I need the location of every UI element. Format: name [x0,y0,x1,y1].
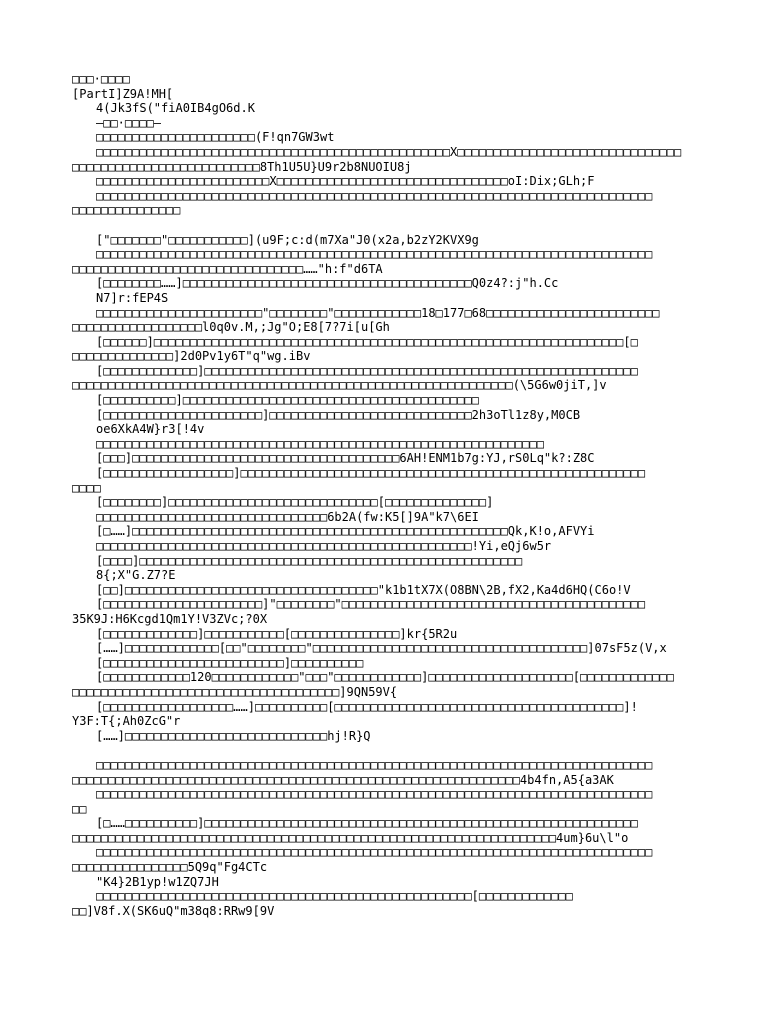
text-line: □□□□□□□□□□□□□□□□□□□□□□□□X□□□□□□□□□□□□□□□□□□□□□□□□□□□□□□□□oI:Dix;GLh;F [96,174,595,189]
text-line: [□□□□□□□□□□□□□□□□□□……]□□□□□□□□□□[□□□□□□□□□□□□□□□□□□□□□□□□□□□□□□□□□□□□□□□□]! [96,699,638,714]
text-line: Y3F:T{;Ah0ZcG"r [72,714,181,729]
text-line: ["□□□□□□□"□□□□□□□□□□□](u9F;c:d(m7Xa"J0(x2a,b2zY2KVX9g [96,232,479,247]
text-line: □□□□□□□□□□□□□□□□□□□□□□□"□□□□□□□□"□□□□□□□□□□□□18□177□68□□□□□□□□□□□□□□□□□□□□□□□□ [96,305,660,320]
text-line: oe6XkA4W}r3[!4v [96,422,205,437]
text-line: □□□□□□□□□□□□□□□□□□□□□□□□□□□□□□□□……"h:f"d6TA [72,261,383,276]
text-line: □□□□□□□□□□□□□□□□□□□□□□□□□□□□□□□□□□□□□□□□□□□□□□□□□□□□□□□□□□□□□□□□□□□4um}6u\l"o [72,830,629,845]
text-line: □□□□□□□□□□□□□□□ [72,203,181,218]
text-line: [□□□□□□□□□□□□120□□□□□□□□□□□□"□□□"□□□□□□□□□□□□]□□□□□□□□□□□□□□□□□□□□[□□□□□□□□□□□□□ [96,670,674,685]
text-line: □□□□□□□□□□□□□□□□□□□□□□□□□□□□□□□□□□□□□□□□□□□□□□□□□□□□□□□□□□□□□□ [96,436,544,451]
text-line: 8{;X"G.Z7?E [96,568,176,583]
text-line: □□□□□□□□□□□□□□□□□□□□□□□□□□□□□□□□□□□□□□□□□□□□□□□□□X□□□□□□□□□□□□□□□□□□□□□□□□□□□□□□□ [96,144,682,159]
text-line: □□□□□□□□□□□□□□□□□□□□□□□□□□□□□□□□6b2A(fw:K5[]9A"k7\6EI [96,509,479,524]
text-line: □□]V8f.X(SK6uQ"m38q8:RRw9[9V [72,903,275,918]
text-line: □□□□□□□□□□□□□□□□□□□□□□□□□□□□□□□□□□□□□□□□□□□□□□□□□□□□□□□□□□□□□(\5G6w0jiT,]v [72,378,607,393]
text-line: [□□□□□□□□□□□□□]□□□□□□□□□□□□□□□□□□□□□□□□□□□□□□□□□□□□□□□□□□□□□□□□□□□□□□□□□□□□ [96,363,638,378]
text-line: □□□□ [72,480,101,495]
text-line: [□□□□□□□□□□]□□□□□□□□□□□□□□□□□□□□□□□□□□□□□□□□□□□□□□□□□ [96,393,479,408]
text-line: □□□□□□□□□□□□□□□□□□□□□□□□□□8Th1U5U}U9r2b8NUOIU8j [72,159,412,174]
text-line: □□□□□□□□□□□□□□□□□□□□□□□□□□□□□□□□□□□□□□□□□□□□□□□□□□□□□□□□□□□□□□4b4fn,A5{a3AK [72,772,614,787]
text-line: [□□□□□□□□□□□□□□□□□□□□□□□□□]□□□□□□□□□□ [96,655,364,670]
text-line: [□□□]□□□□□□□□□□□□□□□□□□□□□□□□□□□□□□□□□□□□□6AH!ENM1b7g:YJ,rS0Lq"k?:Z8C [96,451,595,466]
text-line: [……]□□□□□□□□□□□□□[□□"□□□□□□□□"□□□□□□□□□□□□□□□□□□□□□□□□□□□□□□□□□□□□□□]07sF5z(V,x [96,641,667,656]
text-line: [□□□□□□□□……]□□□□□□□□□□□□□□□□□□□□□□□□□□□□□□□□□□□□□□□□Q0z4?:j"h.Cc [96,276,559,291]
text-line: □□□□□□□□□□□□□□□□□□□□□□□□□□□□□□□□□□□□□□□□□□□□□□□□□□□□□□□□□□□□□□□□□□□□□□□□□□□□□ [96,787,653,802]
text-line: □□□□□□□□□□□□□□□□□□□□□□□□□□□□□□□□□□□□□□□□□□□□□□□□□□□□□□□□□□□□□□□□□□□□□□□□□□□□□ [96,845,653,860]
text-line: □□□□□□□□□□□□□□]2d0Pv1y6T"q"wg.iBv [72,349,311,364]
text-line: [□□□□□□□□□□□□□]□□□□□□□□□□□[□□□□□□□□□□□□□□□]kr{5R2u [96,626,458,641]
text-line: □□□□□□□□□□□□□□□□□□□□□□□□□□□□□□□□□□□□□□□□□□□□□□□□□□□□[□□□□□□□□□□□□□ [96,889,573,904]
text-line: N7]r:fEP4S [96,290,169,305]
text-line: □□□□□□□□□□□□□□□□5Q9q"Fg4CTc [72,860,268,875]
text-line: [□□]□□□□□□□□□□□□□□□□□□□□□□□□□□□□□□□□□□□"k1b1tX7X(O8BN\2B,fX2,Ka4d6HQ(C6o!V [96,582,631,597]
text-line: [PartI]Z9A!MH[ [72,86,174,101]
text-line: □□□□□□□□□□□□□□□□□□□□□□□□□□□□□□□□□□□□□]9QN59V{ [72,684,398,699]
text-line: [□□□□□□□□□□□□□□□□□□□□□□]□□□□□□□□□□□□□□□□□□□□□□□□□□□□2h3oTl1z8y,M0CB [96,407,581,422]
text-line: 4(Jk3fS("fiA0IB4gO6d.K [96,101,255,116]
text-line: [□□□□□□□□□□□□□□□□□□]□□□□□□□□□□□□□□□□□□□□□□□□□□□□□□□□□□□□□□□□□□□□□□□□□□□□□□□□ [96,466,646,481]
text-line: □□□□□□□□□□□□□□□□□□l0q0v.M,;Jg"O;E8[7?7i[u[Gh [72,320,390,335]
blank-line [72,743,696,758]
text-line: [□……]□□□□□□□□□□□□□□□□□□□□□□□□□□□□□□□□□□□□□□□□□□□□□□□□□□□□Qk,K!o,AFVYi [96,524,595,539]
text-line: □□□□□□□□□□□□□□□□□□□□□□□□□□□□□□□□□□□□□□□□□□□□□□□□□□□□□□□□□□□□□□□□□□□□□□□□□□□□□ [96,247,653,262]
text-line: □□□□□□□□□□□□□□□□□□□□□□(F!qn7GW3wt [96,130,335,145]
text-line: [□……□□□□□□□□□□]□□□□□□□□□□□□□□□□□□□□□□□□□□□□□□□□□□□□□□□□□□□□□□□□□□□□□□□□□□□□ [96,816,638,831]
document-body [72,72,696,918]
blank-line [72,218,696,233]
text-line: □□□□□□□□□□□□□□□□□□□□□□□□□□□□□□□□□□□□□□□□□□□□□□□□□□□□□□□□□□□□□□□□□□□□□□□□□□□□□ [96,188,653,203]
text-line: —□□·□□□□— [96,115,162,130]
text-line: □□□□□□□□□□□□□□□□□□□□□□□□□□□□□□□□□□□□□□□□□□□□□□□□□□□□□□□□□□□□□□□□□□□□□□□□□□□□□ [96,757,653,772]
text-line: □□□·□□□□ [72,72,130,86]
text-line: "K4}2B1yp!w1ZQ7JH [96,874,219,889]
text-line: [□□□□]□□□□□□□□□□□□□□□□□□□□□□□□□□□□□□□□□□□□□□□□□□□□□□□□□□□□□ [96,553,523,568]
text-line: □□□□□□□□□□□□□□□□□□□□□□□□□□□□□□□□□□□□□□□□□□□□□□□□□□□□!Yi,eQj6w5r [96,539,552,553]
text-line: [……]□□□□□□□□□□□□□□□□□□□□□□□□□□□□hj!R}Q [96,728,371,743]
text-line: [□□□□□□]□□□□□□□□□□□□□□□□□□□□□□□□□□□□□□□□□□□□□□□□□□□□□□□□□□□□□□□□□□□□□□□□□[□ [96,334,638,349]
text-line: □□ [72,801,87,816]
text-line: [□□□□□□□□□□□□□□□□□□□□□□]"□□□□□□□□"□□□□□□□□□□□□□□□□□□□□□□□□□□□□□□□□□□□□□□□□□□ [96,597,646,612]
text-line: [□□□□□□□□]□□□□□□□□□□□□□□□□□□□□□□□□□□□□□[□□□□□□□□□□□□□□] [96,495,494,510]
text-line: 35K9J:H6Kcgd1Qm1Y!V3ZVc;?0X [72,611,268,626]
